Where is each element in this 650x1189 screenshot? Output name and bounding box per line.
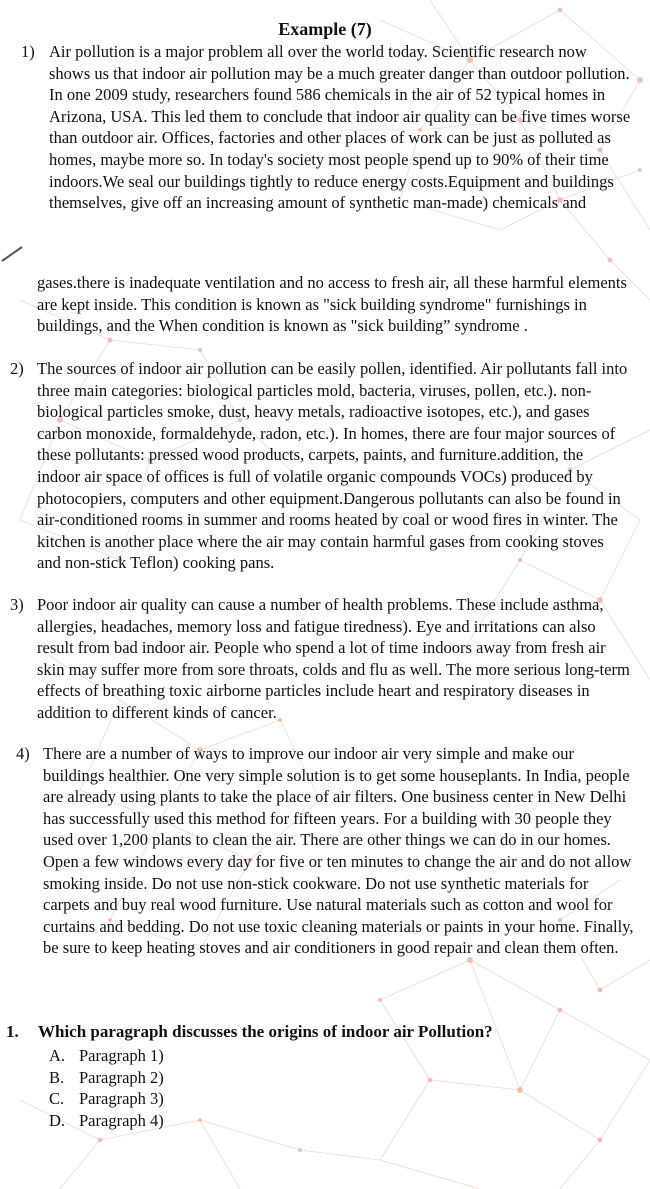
option-letter: A.	[49, 1046, 66, 1065]
option-text: Paragraph 3)	[79, 1089, 164, 1109]
option-letter: D.	[49, 1110, 66, 1130]
question-text: Which paragraph discusses the origins of indoor air Pollution?	[38, 1022, 493, 1041]
option-c[interactable]	[49, 1088, 164, 1110]
paragraph-number: 2)	[10, 359, 24, 378]
paragraph-2	[10, 358, 630, 574]
paragraph-number: 4)	[16, 744, 30, 763]
paragraph-4	[16, 743, 636, 959]
paragraph-1-continued	[37, 272, 635, 337]
paragraph-1	[21, 41, 631, 214]
option-text: Paragraph 2)	[79, 1067, 164, 1087]
paragraph-text: The sources of indoor air pollution can be easily pollen, identified. Air pollutants fall into three main categories: biological particles mold, bacteria, viruses, pollen, etc.). non-biological particles smoke, dust, heavy metals, radioactive isotopes, etc.), and gases carbon monoxide, formaldehyde, radon, etc.). In homes, there are four major sources of these pollutants: pressed wood products, carpets, paints, and furniture.addition, the indoor air space of offices is full of volatile organic compounds VOCs) produced by photocopiers, computers and other equipment.Dangerous pollutants can also be found in air-conditioned rooms in summer and rooms heated by coal or wood fires in winter. The kitchen is another place where the air may contain harmful gases from cooking stoves and non-stick Teflon) cooking pans.	[37, 359, 628, 573]
option-b[interactable]	[49, 1067, 164, 1089]
question-1	[6, 1021, 493, 1043]
option-text: Paragraph 1)	[79, 1046, 164, 1065]
option-a[interactable]	[49, 1045, 164, 1067]
answer-options	[49, 1045, 164, 1131]
paragraph-text: gases.there is inadequate ventilation and no access to fresh air, all these harmful elements are kept inside. This condition is known as "sick building syndrome" furnishings in buildings, and the When condition is known as "sick building” syndrome .	[37, 273, 627, 336]
option-d[interactable]	[49, 1110, 164, 1132]
option-text: Paragraph 4)	[79, 1110, 164, 1130]
paragraph-number: 1)	[21, 42, 35, 61]
paragraph-3	[10, 594, 630, 724]
paragraph-number: 3)	[10, 595, 24, 614]
paragraph-text: Air pollution is a major problem all over the world today. Scientific research now shows us that indoor air pollution may be a much greater danger than outdoor pollution. In one 2009 study, researchers found 586 chemicals in the air of 52 typical homes in Arizona, USA. This led them to conclude that indoor air quality can be five times worse than outdoor air. Offices, factories and other places of work can be just as polluted as homes, maybe more so. In today's society most people spend up to 90% of their time indoors.We seal our buildings tightly to reduce energy costs.Equipment and buildings themselves, give off an increasing amount of synthetic man-made) chemicals and	[49, 42, 631, 213]
option-letter: C.	[49, 1089, 65, 1109]
question-number: 1.	[6, 1022, 19, 1041]
option-letter: B.	[49, 1067, 65, 1087]
page-title: Example (7)	[278, 19, 372, 39]
pen-mark-icon	[0, 243, 30, 263]
paragraph-text: Poor indoor air quality can cause a number of health problems. These include asthma, allergies, headaches, memory loss and fatigue tiredness). Eye and irritations can also result from bad indoor air. People who spend a lot of time indoors away from fresh air skin may suffer more from sore throats, colds and flu as well. The more serious long-term effects of breathing toxic airborne particles include heart and respiratory diseases in addition to different kinds of cancer.	[37, 595, 630, 722]
paragraph-text: There are a number of ways to improve our indoor air very simple and make our buildings healthier. One very simple solution is to get some houseplants. In India, people are already using plants to take the place of air filters. One business center in New Delhi has successfully used this method for fifteen years. For a building with 30 people they used over 1,200 plants to clean the air. There are other things we can do in our homes. Open a few windows every day for five or ten minutes to change the air and do not allow smoking inside. Do not use non-stick cookware. Do not use synthetic materials for carpets and buy real wood furniture. Use natural materials such as cotton and wool for curtains and bedding. Do not use toxic cleaning materials or paints in your home. Finally, be sure to keep heating stoves and air conditioners in good repair and clean them often.	[43, 744, 634, 958]
